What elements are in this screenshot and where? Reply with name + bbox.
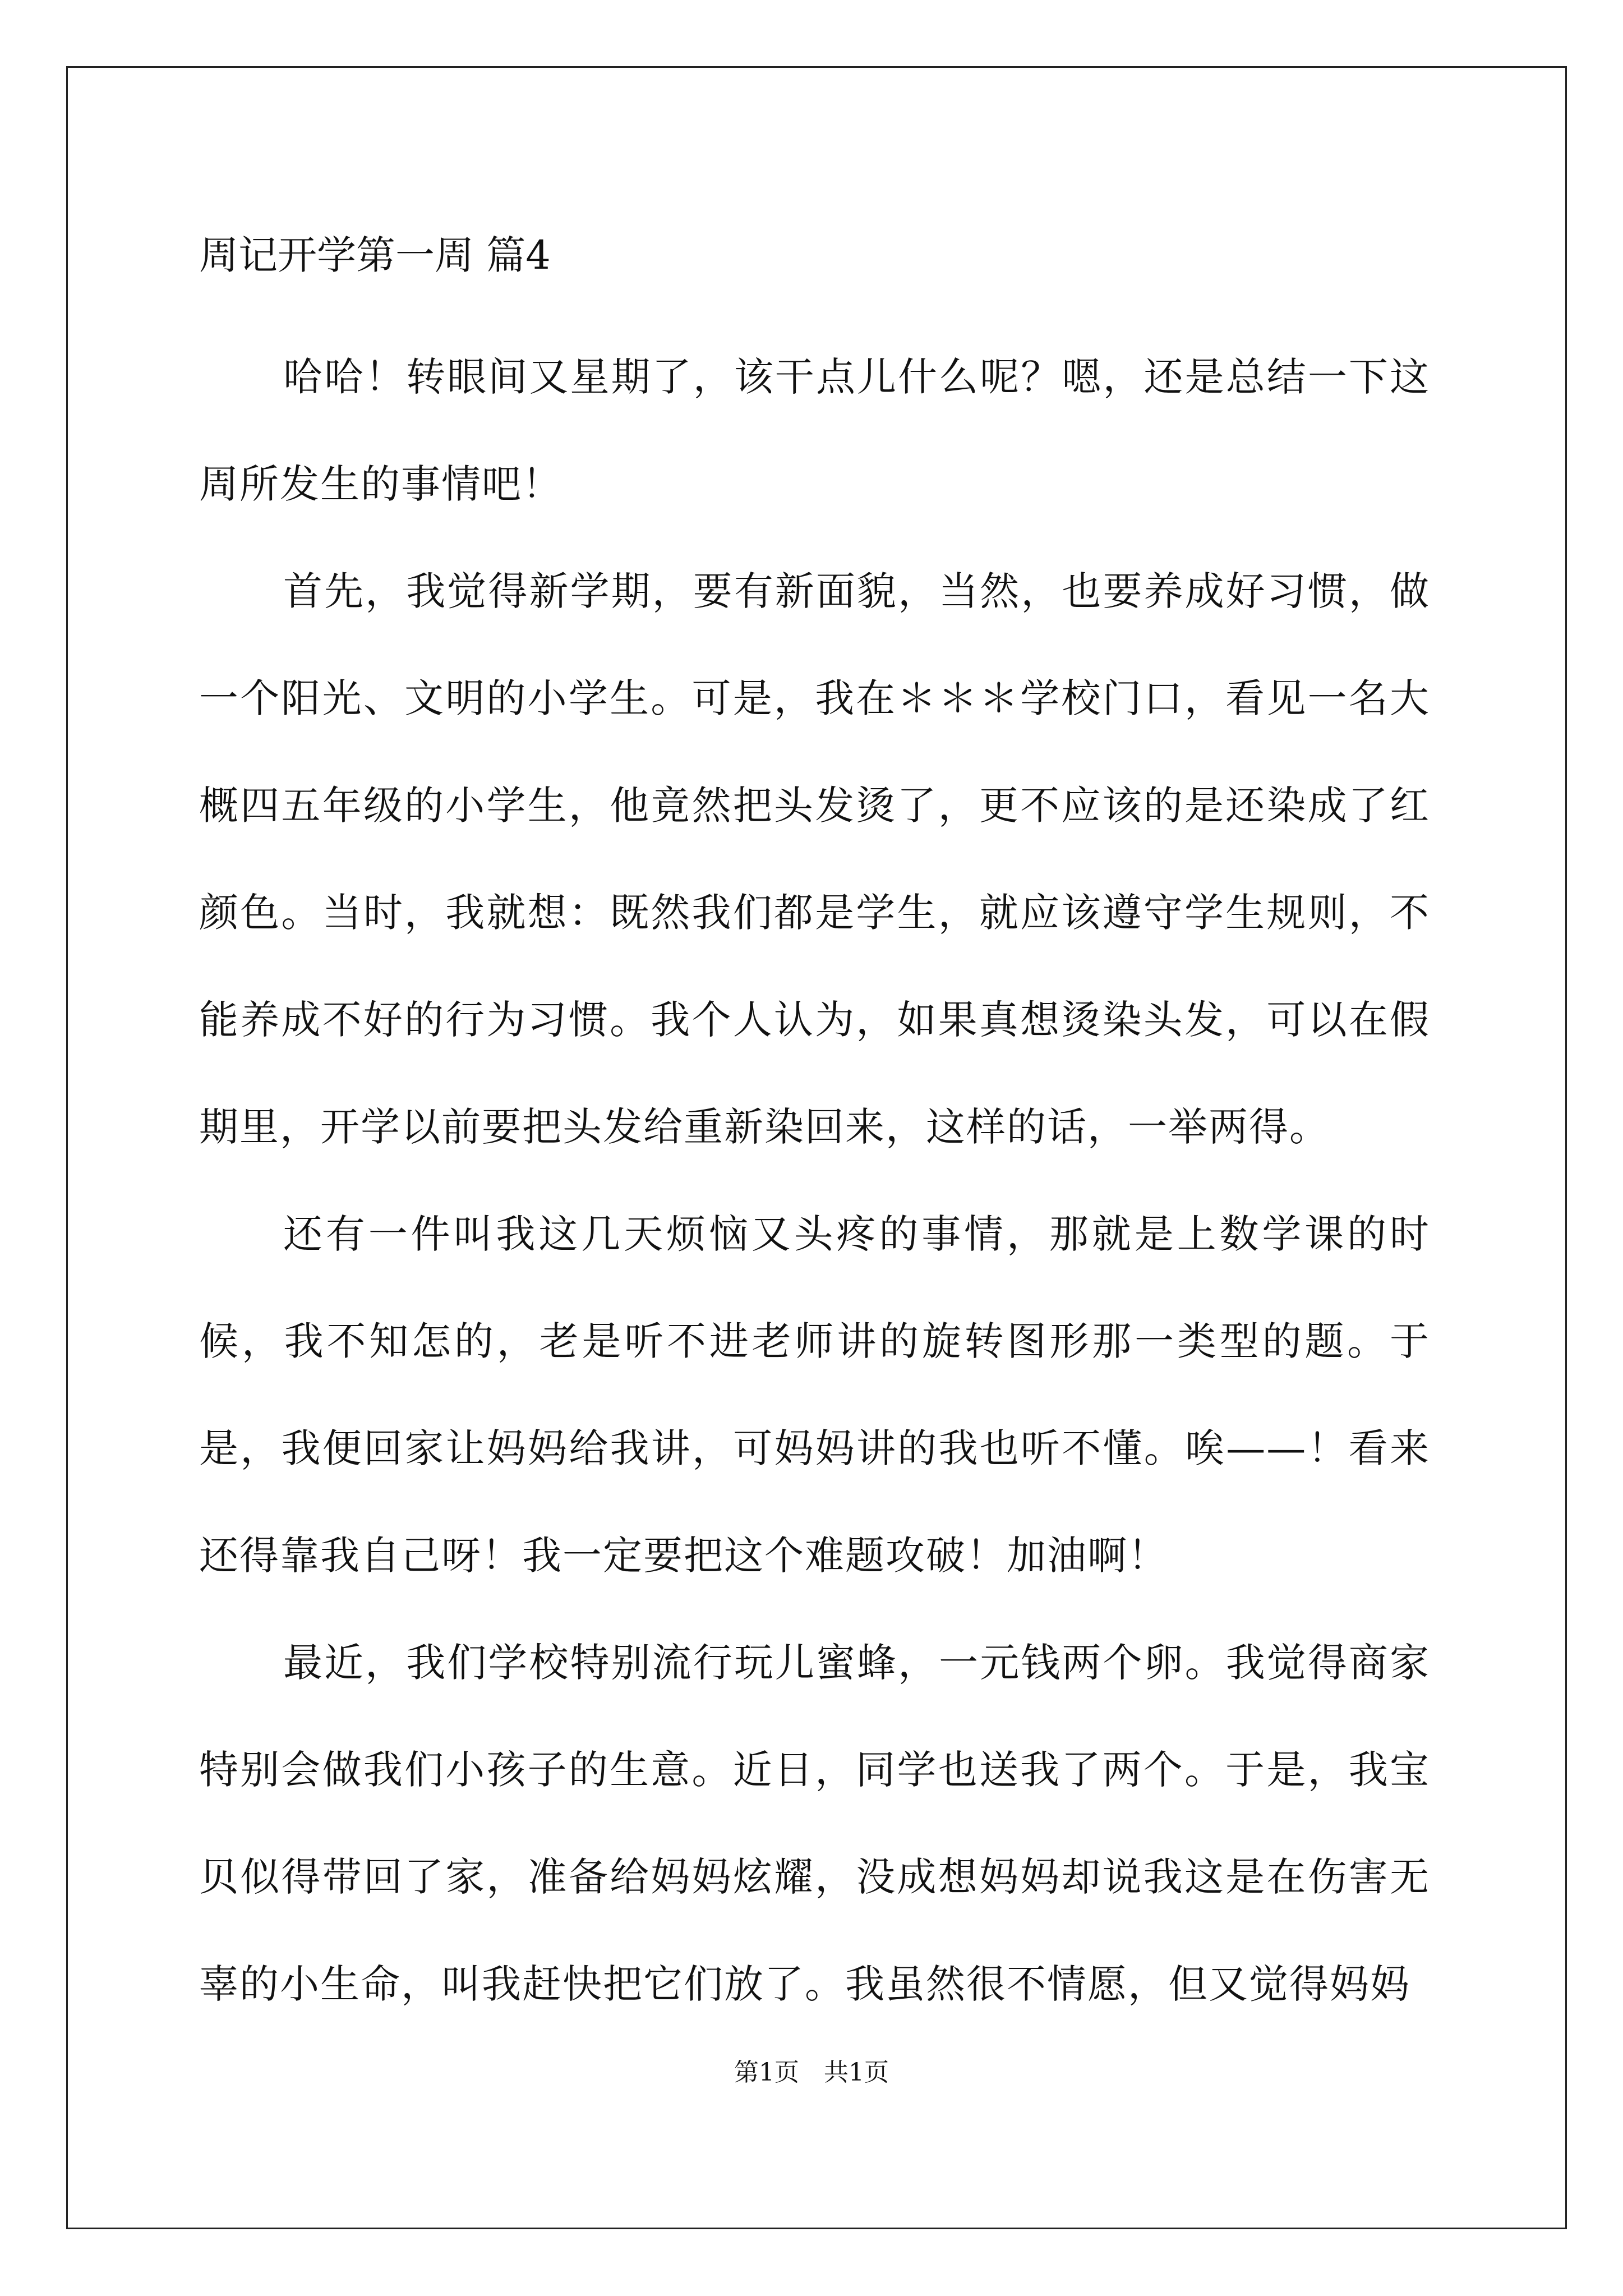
paragraph-2: 首先，我觉得新学期，要有新面貌，当然，也要养成好习惯，做一个阳光、文明的小学生。可是，我在＊＊＊学校门口，看见一名大概四五年级的小学生，他竟然把头发烫了，更不应该的是还染成了红颜色。当时，我就想：既然我们都是学生，就应该遵守学生规则，不能养成不好的行为习惯。我个人认为，如果真想烫染头发，可以在假期里，开学以前要把头发给重新染回来，这样的话，一举两得。 xyxy=(199,568,1430,1150)
document-body xyxy=(199,216,1430,2038)
paragraph-3: 还有一件叫我这几天烦恼又头疼的事情，那就是上数学课的时候，我不知怎的，老是听不进老师讲的旋转图形那一类型的题。于是，我便回家让妈妈给我讲，可妈妈讲的我也听不懂。唉——！看来还得靠我自己呀！我一定要把这个难题攻破！加油啊！ xyxy=(199,1211,1430,1579)
page-footer: 第1页 共1页 xyxy=(734,2058,889,2087)
paragraph-1: 哈哈！转眼间又星期了，该干点儿什么呢？嗯，还是总结一下这周所发生的事情吧！ xyxy=(199,354,1430,507)
paragraph-4: 最近，我们学校特别流行玩儿蜜蜂，一元钱两个卵。我觉得商家特别会做我们小孩子的生意。近日，同学也送我了两个。于是，我宝贝似得带回了家，准备给妈妈炫耀，没成想妈妈却说我这是在伤害无辜的小生命，叫我赶快把它们放了。我虽然很不情愿，但又觉得妈妈 xyxy=(199,1640,1430,2007)
document-title: 周记开学第一周 篇4 xyxy=(199,232,551,278)
